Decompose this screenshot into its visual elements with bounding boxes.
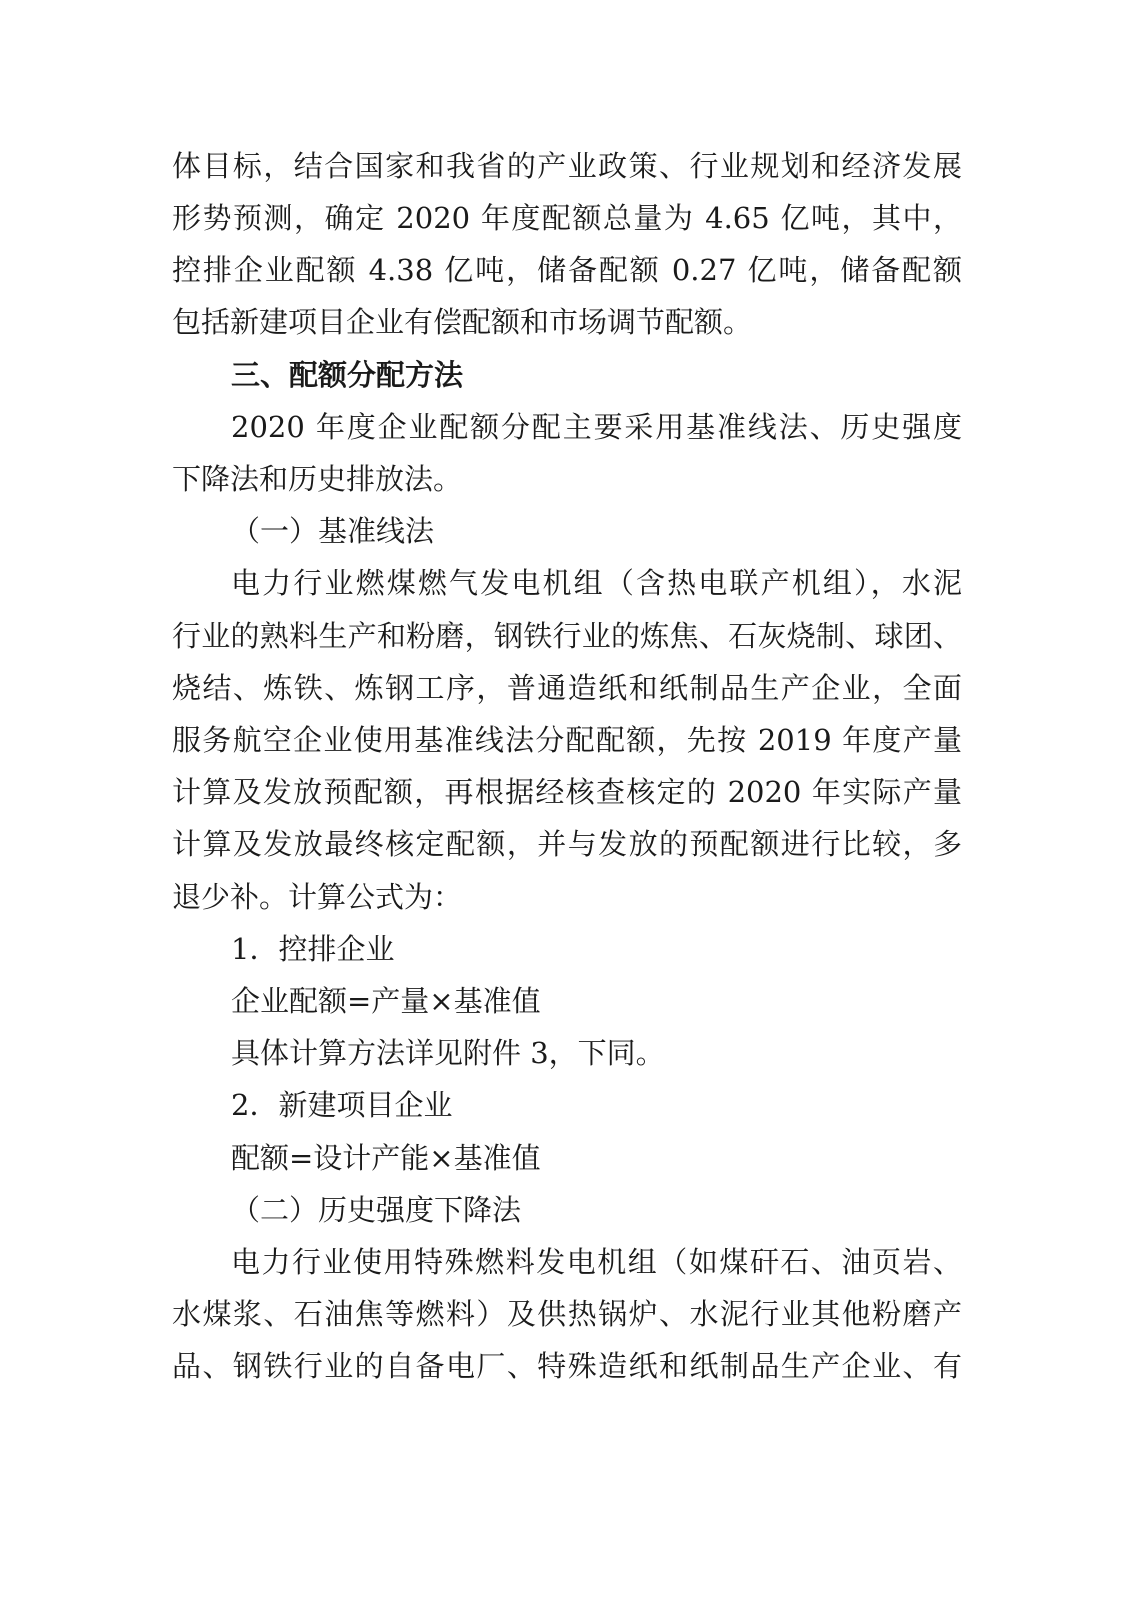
body-text-line: 包括新建项目企业有偿配额和市场调节配额。 [172, 305, 753, 339]
body-text-line: 行业的熟料生产和粉磨，钢铁行业的炼焦、石灰烧制、球团、 [172, 619, 962, 653]
section-heading: 三、配额分配方法 [231, 358, 464, 392]
formula-text: 配额=设计产能×基准值 [231, 1141, 541, 1175]
formula-text: 企业配额=产量×基准值 [231, 984, 541, 1018]
body-text-line: 电力行业使用特殊燃料发电机组（如煤矸石、油页岩、 [231, 1245, 962, 1279]
body-text-line: 2020 年度企业配额分配主要采用基准线法、历史强度 [231, 410, 962, 444]
body-text-line: 电力行业燃煤燃气发电机组（含热电联产机组），水泥 [231, 566, 962, 600]
subsection-heading: （一）基准线法 [231, 514, 435, 548]
body-text-line: 计算及发放预配额，再根据经核查核定的 2020 年实际产量 [172, 775, 962, 809]
subsection-heading: （二）历史强度下降法 [231, 1193, 522, 1227]
body-text-line: 具体计算方法详见附件 3，下同。 [231, 1036, 665, 1070]
body-text-line: 体目标，结合国家和我省的产业政策、行业规划和经济发展 [172, 149, 962, 183]
body-text-line: 形势预测，确定 2020 年度配额总量为 4.65 亿吨，其中， [172, 201, 962, 235]
body-text-line: 退少补。计算公式为： [172, 880, 463, 914]
body-text-line: 下降法和历史排放法。 [172, 462, 463, 496]
body-text-line: 服务航空企业使用基准线法分配配额，先按 2019 年度产量 [172, 723, 962, 757]
list-item-heading: 2．新建项目企业 [231, 1088, 453, 1122]
body-text-line: 烧结、炼铁、炼钢工序，普通造纸和纸制品生产企业，全面 [172, 671, 962, 705]
body-text-line: 计算及发放最终核定配额，并与发放的预配额进行比较，多 [172, 827, 962, 861]
list-item-heading: 1．控排企业 [231, 932, 395, 966]
body-text-line: 品、钢铁行业的自备电厂、特殊造纸和纸制品生产企业、有 [172, 1349, 962, 1383]
body-text-line: 控排企业配额 4.38 亿吨，储备配额 0.27 亿吨，储备配额 [172, 253, 962, 287]
body-text-line: 水煤浆、石油焦等燃料）及供热锅炉、水泥行业其他粉磨产 [172, 1297, 962, 1331]
